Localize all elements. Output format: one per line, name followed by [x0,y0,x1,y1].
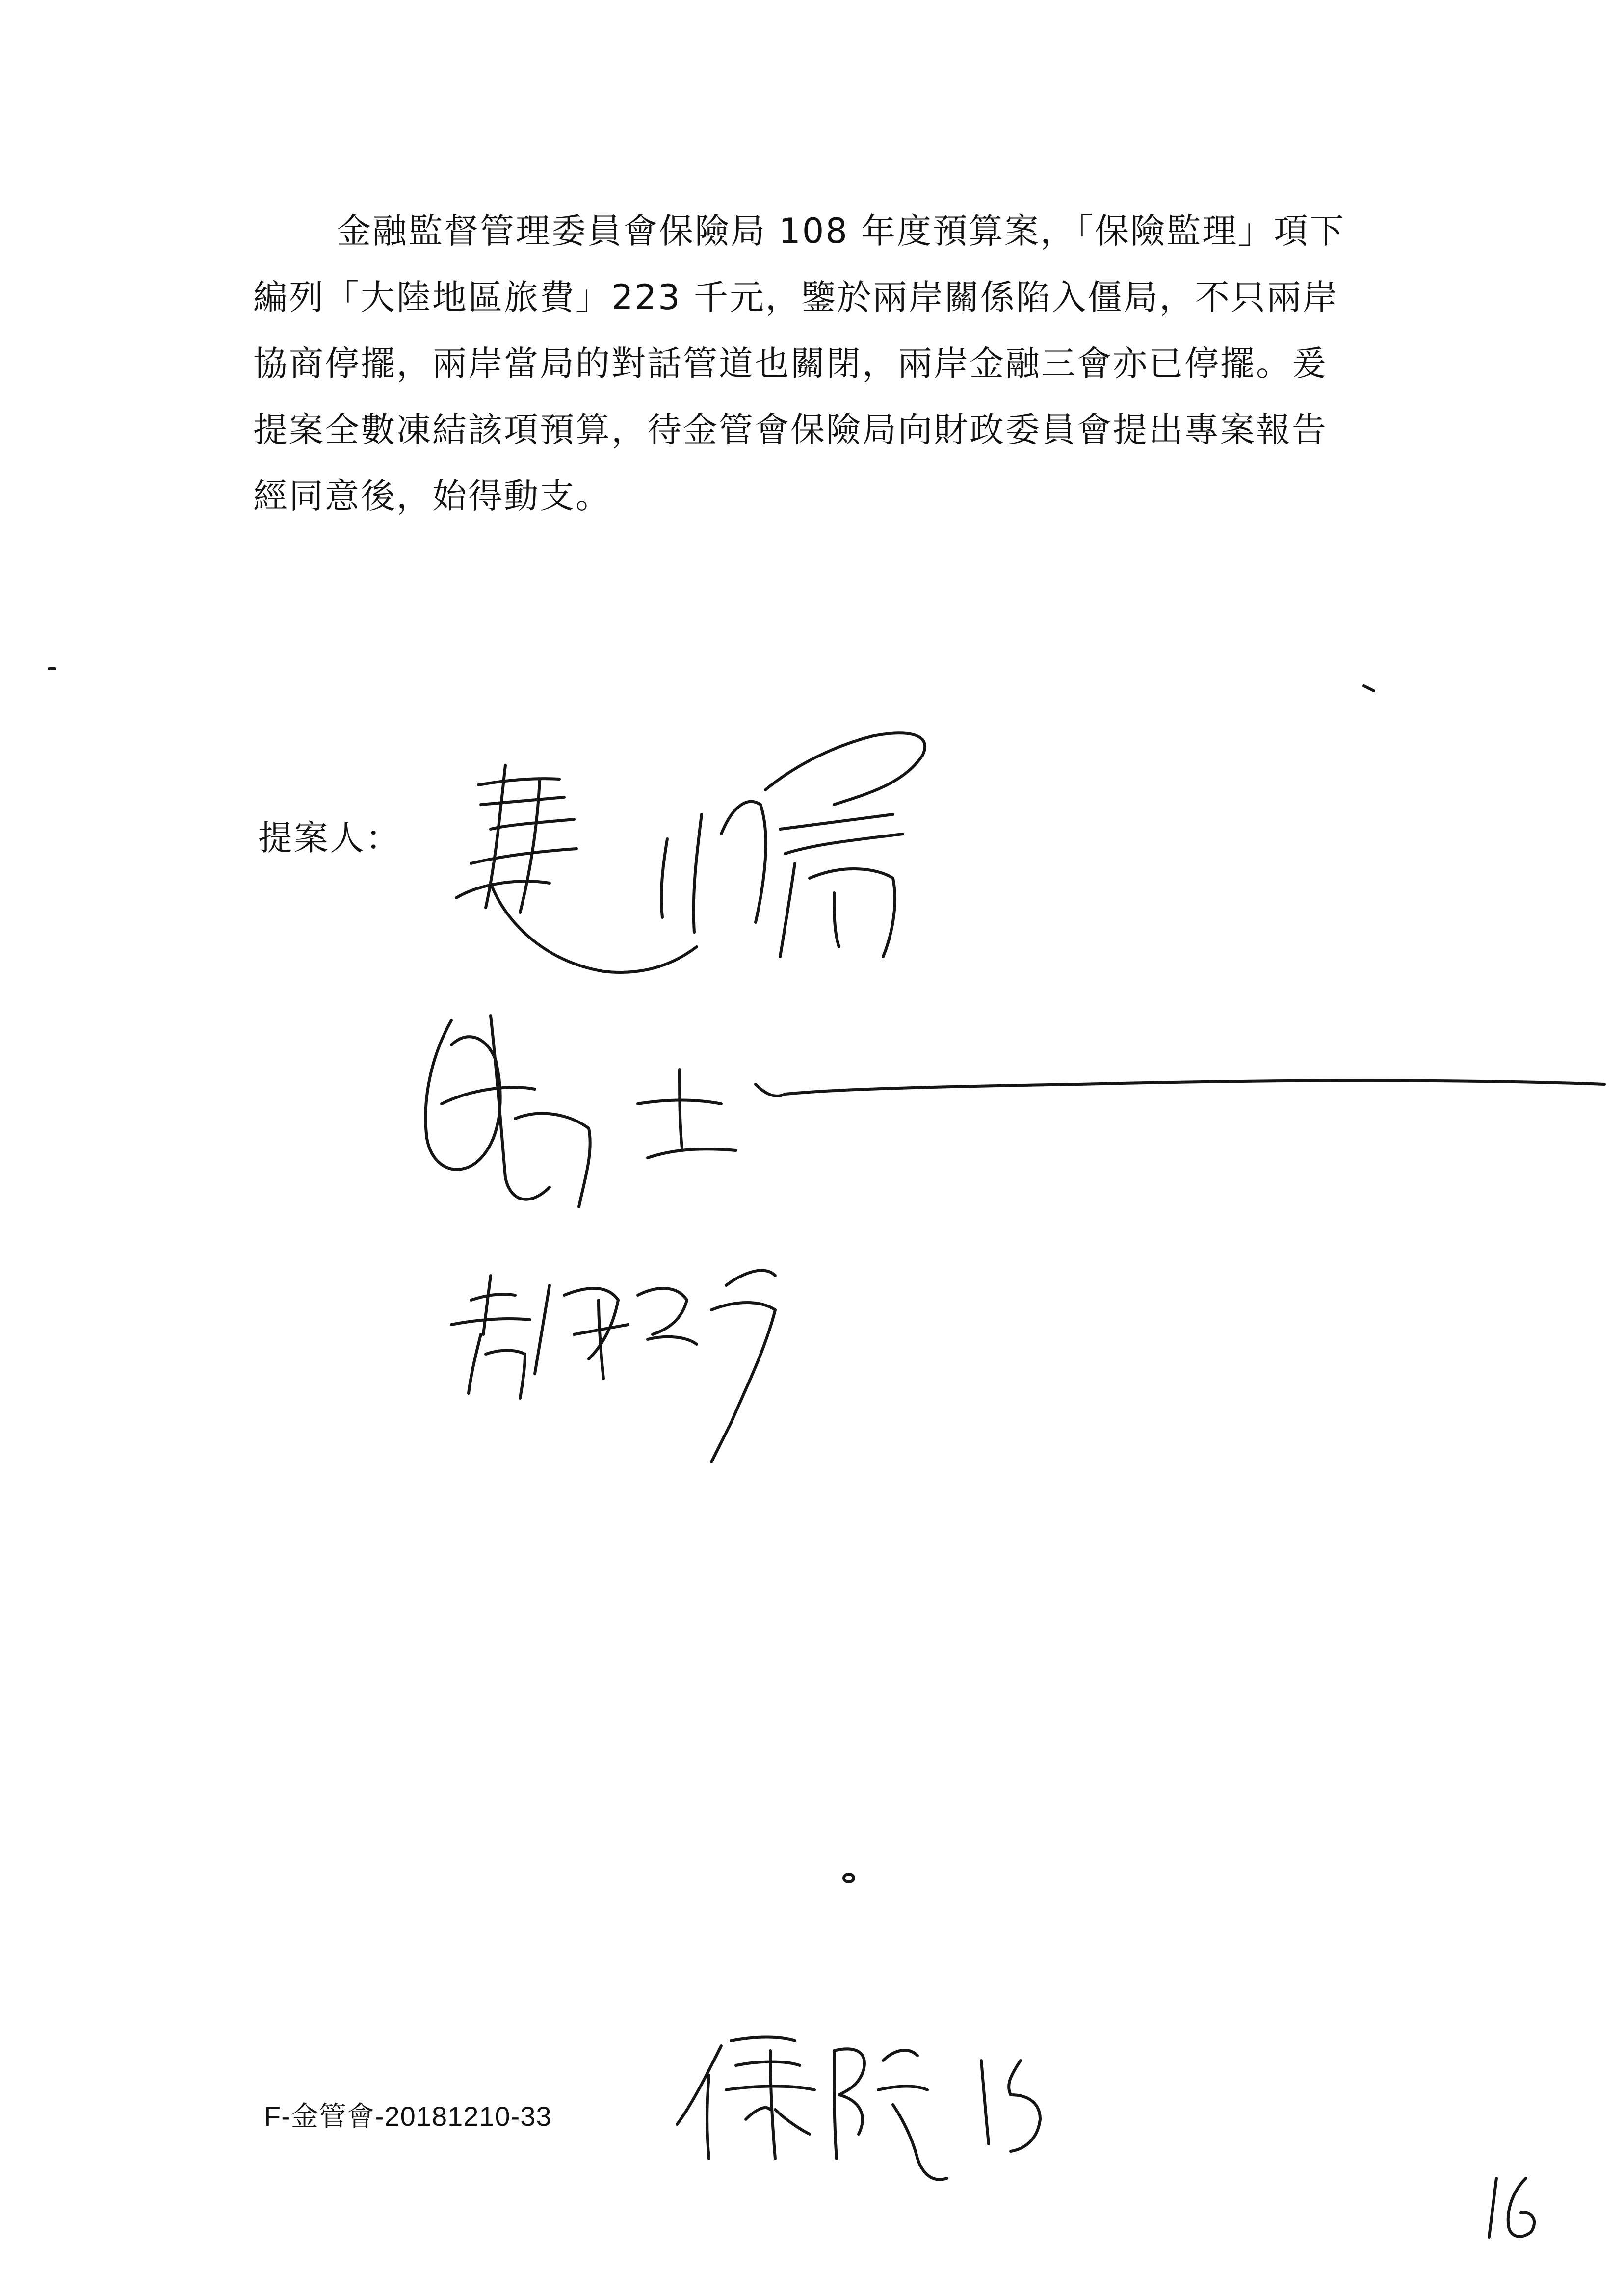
paragraph-line: 經同意後，始得動支。 [253,476,611,516]
scan-speck [1364,686,1374,691]
annotation-stroke [677,2037,814,2159]
document-code: F-金管會-20181210-33 [264,2101,552,2132]
paragraph-line: 協商停擺，兩岸當局的對話管道也關閉，兩岸金融三會亦已停擺。爰 [253,343,1328,384]
annotation-stroke [981,2061,1040,2151]
signature-3-stroke [638,1271,775,1462]
signature-3 [451,1271,775,1462]
handwritten-page-number [1489,2178,1534,2237]
signature-3-stroke [451,1276,530,1398]
paragraph-line: 編列「大陸地區旅費」223 千元，鑒於兩岸關係陷入僵局，不只兩岸 [253,277,1338,317]
annotation-stroke [834,2049,947,2179]
signature-1 [456,733,925,972]
signature-1-stroke [456,765,697,972]
paragraph-line: 金融監督管理委員會保險局 108 年度預算案，「保險監理」項下 [337,211,1346,251]
proposer-label: 提案人： [258,818,401,858]
scan-speck [844,1874,854,1882]
signature-2 [425,1016,1604,1207]
page-number-stroke [1489,2178,1534,2237]
signature-2-stroke [756,1081,1604,1096]
signature-1-stroke [765,733,925,957]
signature-3-stroke [535,1285,628,1379]
paragraph-line: 提案全數凍結該項預算，待金管會保險局向財政委員會提出專案報告 [253,410,1328,450]
signature-2-stroke [638,1070,736,1158]
signature-2-stroke [425,1016,590,1207]
handwritten-annotation [677,2037,1040,2180]
scan-marks [49,669,1374,1882]
signature-1-stroke [661,802,766,932]
